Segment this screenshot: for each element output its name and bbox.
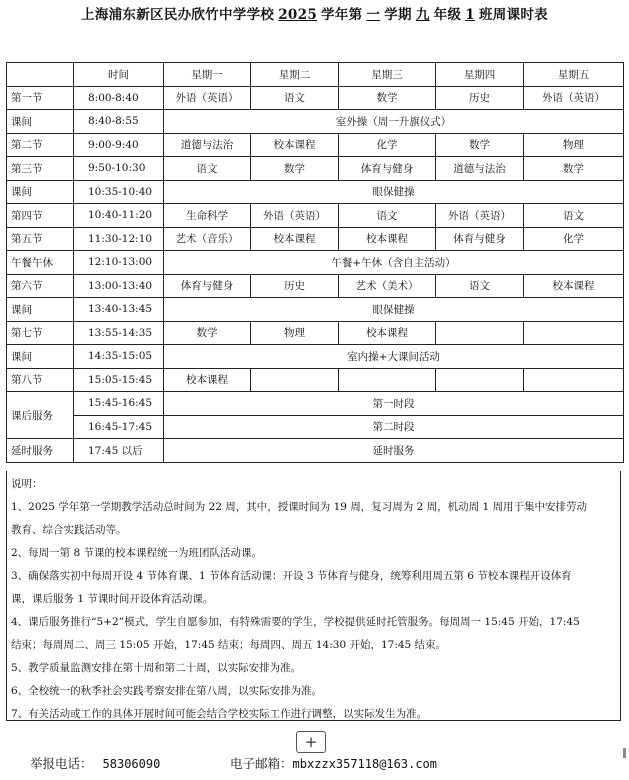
- report-phone: [30, 754, 160, 772]
- period-time: 15:05-15:45: [74, 368, 164, 392]
- period-time: 10:35-10:40: [74, 180, 164, 204]
- table-header-row: [7, 63, 624, 87]
- activity-cell: 室外操（周一升旗仪式）: [164, 110, 624, 134]
- period-label: 课间: [7, 180, 74, 204]
- phone-label: 举报电话：: [30, 756, 93, 771]
- email-value: mbxzzx357118@163.com: [292, 757, 438, 771]
- activity-cell: 延时服务: [164, 439, 624, 463]
- column-header: 星期五: [524, 63, 624, 87]
- title-term-label: 学期: [384, 7, 412, 23]
- subject-cell: 体育与健身: [436, 227, 524, 251]
- table-row: [7, 368, 624, 392]
- table-row: [7, 415, 624, 439]
- period-label: 第二节: [7, 133, 74, 157]
- note-line: 课，课后服务 1 节课时间开设体育活动课。: [11, 593, 214, 605]
- title-class: 1: [465, 7, 475, 23]
- period-label: 第一节: [7, 86, 74, 110]
- note-line: 1、2025 学年第一学期教学活动总时间为 22 周，其中，授课时间为 19 周，复习周为 2 周，机动周 1 周用于集中安排劳动: [11, 501, 588, 513]
- period-time: 14:35-15:05: [74, 345, 164, 369]
- subject-cell: 校本课程: [164, 368, 251, 392]
- after-school-label: 课后服务: [7, 392, 74, 439]
- subject-cell: 校本课程: [251, 227, 339, 251]
- title-year-label: 学年第: [321, 7, 363, 23]
- subject-cell: 语文: [436, 274, 524, 298]
- note-line: 3、确保落实初中每周开设 4 节体育课、1 节体育活动课：开设 3 节体育与健身，统筹利用周五第 6 节校本课程开设体育: [11, 570, 572, 582]
- subject-cell: 化学: [339, 133, 436, 157]
- column-header: 星期二: [251, 63, 339, 87]
- column-header: 星期四: [436, 63, 524, 87]
- period-label: 第五节: [7, 227, 74, 251]
- column-header: 星期一: [164, 63, 251, 87]
- subject-cell: 历史: [251, 274, 339, 298]
- subject-cell: 语文: [524, 204, 624, 228]
- period-label: 第六节: [7, 274, 74, 298]
- subject-cell: 物理: [251, 321, 339, 345]
- table-row: [7, 345, 624, 369]
- subject-cell: [524, 368, 624, 392]
- subject-cell: 外语（英语）: [164, 86, 251, 110]
- subject-cell: 化学: [524, 227, 624, 251]
- activity-cell: 室内操+大课间活动: [164, 345, 624, 369]
- table-row: [7, 133, 624, 157]
- subject-cell: 体育与健身: [339, 157, 436, 181]
- period-time: 15:45-16:45: [74, 392, 164, 416]
- period-label: 课间: [7, 110, 74, 134]
- period-label: 午餐午休: [7, 251, 74, 275]
- table-row: [7, 204, 624, 228]
- column-header: 星期三: [339, 63, 436, 87]
- notes-list: [11, 496, 620, 726]
- period-time: 17:45 以后: [74, 439, 164, 463]
- title-grade-label: 年级: [433, 7, 462, 23]
- table-row: [7, 227, 624, 251]
- add-row-button[interactable]: [296, 731, 326, 753]
- subject-cell: 艺术（音乐）: [164, 227, 251, 251]
- phone-value: 58306090: [102, 757, 161, 771]
- activity-cell: 午餐+午休（含自主活动）: [164, 251, 624, 275]
- subject-cell: 数学: [339, 86, 436, 110]
- subject-cell: 语文: [251, 86, 339, 110]
- period-time: 13:40-13:45: [74, 298, 164, 322]
- table-row: [7, 157, 624, 181]
- period-time: 11:30-12:10: [74, 227, 164, 251]
- subject-cell: 校本课程: [524, 274, 624, 298]
- note-line: 6、全校统一的秋季社会实践考察安排在第八周，以实际安排为准。: [11, 685, 323, 697]
- subject-cell: [436, 321, 524, 345]
- note-line: 结束；每周周二、周三 15:05 开始，17:45 结束；每周四、周五 14:30 开始，17:45 结束。: [11, 639, 447, 651]
- table-row: [7, 251, 624, 275]
- table-row: [7, 86, 624, 110]
- notes-heading: 说明：: [11, 478, 43, 490]
- period-time: 8:40-8:55: [74, 110, 164, 134]
- activity-cell: 第二时段: [164, 415, 624, 439]
- note-line: 7、有关活动或工作的具体开展时间可能会结合学校实际工作进行调整，以实际发生为准。: [11, 708, 428, 720]
- schedule-table: [6, 62, 624, 463]
- period-label: 第八节: [7, 368, 74, 392]
- note-line: 2、每周一第 8 节课的校本课程统一为班团队活动课。: [11, 547, 263, 559]
- report-email: [230, 754, 437, 772]
- extended-label: 延时服务: [7, 439, 74, 463]
- table-row: [7, 180, 624, 204]
- subject-cell: 校本课程: [339, 321, 436, 345]
- period-time: 8:00-8:40: [74, 86, 164, 110]
- period-time: 10:40-11:20: [74, 204, 164, 228]
- subject-cell: 物理: [524, 133, 624, 157]
- period-label: 课间: [7, 298, 74, 322]
- subject-cell: 外语（英语）: [524, 86, 624, 110]
- subject-cell: 数学: [251, 157, 339, 181]
- subject-cell: [436, 368, 524, 392]
- period-time: 9:00-9:40: [74, 133, 164, 157]
- notes-section: [6, 471, 621, 721]
- note-line: 4、课后服务推行“5+2”模式，学生自愿参加，有特殊需要的学生，学校提供延时托管服务。每周周一 15:45 开始，17:45: [11, 616, 580, 628]
- plus-icon: +: [304, 732, 318, 751]
- note-line: 教育、综合实践活动等。: [11, 524, 127, 536]
- activity-cell: 眼保健操: [164, 298, 624, 322]
- subject-cell: 语文: [164, 157, 251, 181]
- page-edge-marker: [623, 748, 626, 758]
- title-year: 2025: [278, 7, 318, 23]
- title-term: 一: [366, 7, 381, 23]
- period-time: 16:45-17:45: [74, 415, 164, 439]
- subject-cell: 生命科学: [164, 204, 251, 228]
- subject-cell: 数学: [524, 157, 624, 181]
- subject-cell: 体育与健身: [164, 274, 251, 298]
- column-header: 时间: [74, 63, 164, 87]
- note-line: 5、教学质量监测安排在第十周和第二十周，以实际安排为准。: [11, 662, 302, 674]
- table-row: [7, 392, 624, 416]
- activity-cell: 眼保健操: [164, 180, 624, 204]
- table-row: [7, 321, 624, 345]
- subject-cell: 历史: [436, 86, 524, 110]
- subject-cell: [339, 368, 436, 392]
- subject-cell: 道德与法治: [164, 133, 251, 157]
- table-row: [7, 298, 624, 322]
- title-grade: 九: [415, 7, 430, 23]
- subject-cell: 艺术（美术）: [339, 274, 436, 298]
- period-label: 课间: [7, 345, 74, 369]
- table-row: [7, 110, 624, 134]
- title-suffix: 班周课时表: [478, 7, 548, 23]
- table-row: [7, 439, 624, 463]
- subject-cell: 校本课程: [339, 227, 436, 251]
- school-name: 上海浦东新区民办欣竹中学学校: [81, 7, 275, 23]
- subject-cell: 数学: [164, 321, 251, 345]
- subject-cell: [251, 368, 339, 392]
- period-label: 第四节: [7, 204, 74, 228]
- subject-cell: 外语（英语）: [436, 204, 524, 228]
- column-header: [7, 63, 74, 87]
- period-label: 第三节: [7, 157, 74, 181]
- period-time: 13:00-13:40: [74, 274, 164, 298]
- page-title: [0, 3, 629, 23]
- subject-cell: [524, 321, 624, 345]
- period-time: 9:50-10:30: [74, 157, 164, 181]
- subject-cell: 外语（英语）: [251, 204, 339, 228]
- subject-cell: 数学: [436, 133, 524, 157]
- email-label: 电子邮箱：: [230, 756, 293, 771]
- period-time: 12:10-13:00: [74, 251, 164, 275]
- period-label: 第七节: [7, 321, 74, 345]
- period-time: 13:55-14:35: [74, 321, 164, 345]
- subject-cell: 校本课程: [251, 133, 339, 157]
- subject-cell: 道德与法治: [436, 157, 524, 181]
- subject-cell: 语文: [339, 204, 436, 228]
- activity-cell: 第一时段: [164, 392, 624, 416]
- table-row: [7, 274, 624, 298]
